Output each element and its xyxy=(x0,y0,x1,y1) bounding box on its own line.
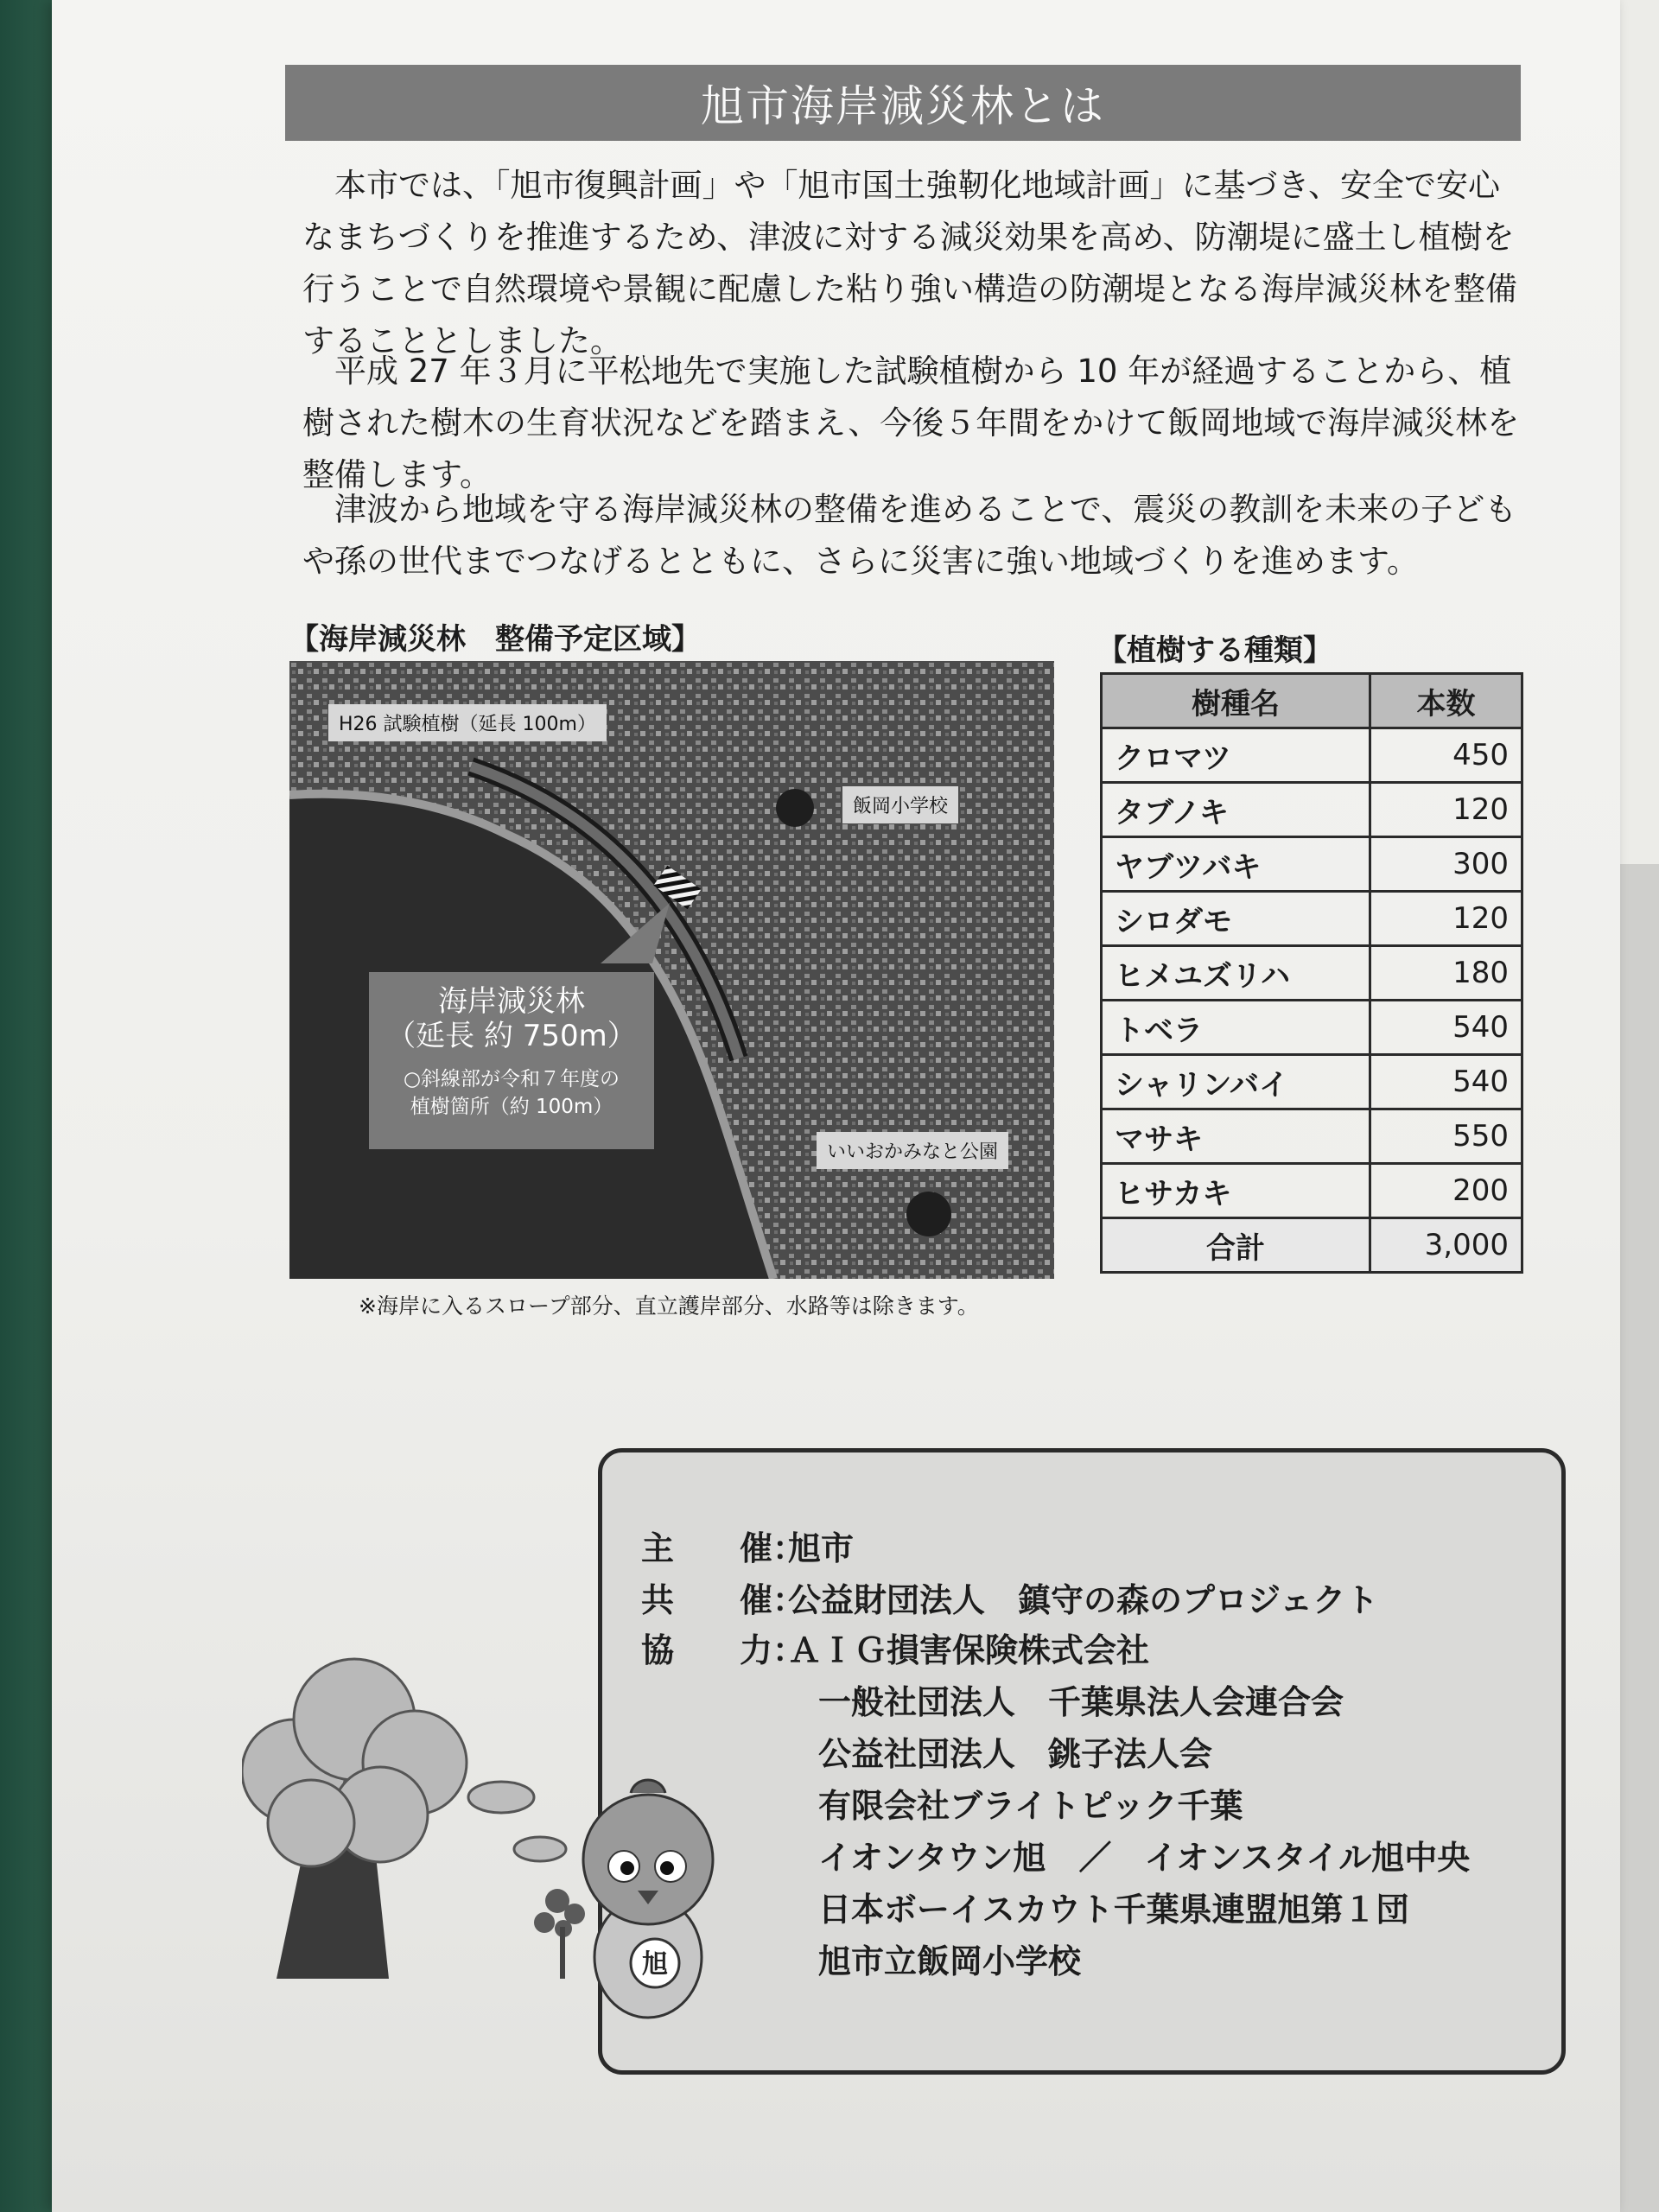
column-header-count: 本数 xyxy=(1370,674,1522,728)
species-name: シロダモ xyxy=(1102,892,1370,946)
column-header-name: 樹種名 xyxy=(1102,674,1370,728)
history-paragraph: 平成 27 年３月に平松地先で実施した試験植樹から 10 年が経過することから、植樹された樹木の生育状況などを踏まえ、今後５年間をかけて飯岡地域で海岸減災林を整備します。 xyxy=(302,353,1520,493)
cooperator-name: 公益社団法人 銚子法人会 xyxy=(818,1735,1213,1773)
species-name: タブノキ xyxy=(1102,783,1370,837)
tree-icon xyxy=(242,1659,467,1979)
table-total-row xyxy=(1102,1218,1522,1273)
species-name: シャリンバイ xyxy=(1102,1055,1370,1109)
cohost-row xyxy=(641,1573,1378,1621)
table-header-row xyxy=(1102,674,1522,728)
cooperator-name: 旭市立飯岡小学校 xyxy=(818,1942,1082,1980)
species-name: トベラ xyxy=(1102,1001,1370,1055)
species-count: 120 xyxy=(1370,783,1522,837)
callout-title-2: （延長 約 750m） xyxy=(386,1019,637,1053)
species-count: 450 xyxy=(1370,728,1522,783)
cohost-role: 共 催： xyxy=(641,1581,806,1619)
species-count: 540 xyxy=(1370,1055,1522,1109)
host-row xyxy=(641,1522,854,1569)
cooperator-name: ＡＩＧ損害保険株式会社 xyxy=(788,1631,1150,1669)
species-name: ヤブツバキ xyxy=(1102,837,1370,892)
total-label: 合計 xyxy=(1102,1218,1370,1273)
tree-table-heading: 【植樹する種類】 xyxy=(1097,633,1332,668)
flyer-page xyxy=(52,0,1620,2212)
species-name: ヒサカキ xyxy=(1102,1164,1370,1218)
map-callout xyxy=(369,972,654,1149)
cooperation-role: 協 力： xyxy=(641,1631,806,1669)
species-count: 540 xyxy=(1370,1001,1522,1055)
purpose-paragraph: 津波から地域を守る海岸減災林の整備を進めることで、震災の教訓を未来の子どもや孫の世代までつなげるとともに、さらに災害に強い地域づくりを進めます。 xyxy=(302,491,1517,580)
intro-paragraph: 本市では、「旭市復興計画」や「旭市国土強靭化地域計画」に基づき、安全で安心なまちづくりを推進するため、津波に対する減災効果を高め、防潮堤に盛土し植樹を行うことで自然環境や景観に配慮した粘り強い構造の防潮堤となる海岸減災林を整備することとしました。 xyxy=(302,167,1517,359)
callout-title-1: 海岸減災林 xyxy=(438,984,585,1019)
map-footnote: ※海岸に入るスロープ部分、直立護岸部分、水路等は除きます。 xyxy=(359,1294,979,1319)
species-name: マサキ xyxy=(1102,1109,1370,1164)
table-row xyxy=(1102,783,1522,837)
cooperator-name: イオンタウン旭 ／ イオンスタイル旭中央 xyxy=(818,1839,1471,1877)
callout-note-2: 植樹箇所（約 100m） xyxy=(410,1096,613,1118)
host-role: 主 催： xyxy=(641,1529,806,1567)
table-row xyxy=(1102,1164,1522,1218)
total-count: 3,000 xyxy=(1370,1218,1522,1273)
species-count: 200 xyxy=(1370,1164,1522,1218)
cohost-name: 公益財団法人 鎮守の森のプロジェクト xyxy=(788,1581,1379,1619)
sapling-icon xyxy=(534,1889,585,1979)
callout-note-1: ○斜線部が令和７年度の xyxy=(403,1068,620,1090)
school-label: 飯岡小学校 xyxy=(842,786,958,823)
tree-and-mascot-illustration xyxy=(242,1616,778,2031)
table-row xyxy=(1102,1055,1522,1109)
species-count: 550 xyxy=(1370,1109,1522,1164)
species-name: クロマツ xyxy=(1102,728,1370,783)
species-count: 300 xyxy=(1370,837,1522,892)
table-row xyxy=(1102,837,1522,892)
page-title: 旭市海岸減災林とは xyxy=(285,65,1521,141)
host-name: 旭市 xyxy=(788,1529,855,1567)
species-count: 180 xyxy=(1370,946,1522,1001)
table-row xyxy=(1102,728,1522,783)
table-row xyxy=(1102,1001,1522,1055)
aerial-map xyxy=(289,661,1054,1279)
cooperator-name: 日本ボーイスカウト千葉県連盟旭第１団 xyxy=(818,1891,1409,1929)
park-label: いいおかみなと公園 xyxy=(817,1132,1008,1169)
mascot-badge-text: 旭 xyxy=(642,1949,668,1980)
cooperator-name: 有限会社ブライトピック千葉 xyxy=(818,1787,1243,1825)
species-name: ヒメユズリハ xyxy=(1102,946,1370,1001)
tree-species-table xyxy=(1100,672,1523,1274)
thought-bubble-icon xyxy=(468,1782,566,1861)
table-row xyxy=(1102,946,1522,1001)
cooperator-name: 一般社団法人 千葉県法人会連合会 xyxy=(818,1683,1344,1721)
table-row xyxy=(1102,1109,1522,1164)
table-row xyxy=(1102,892,1522,946)
map-heading: 【海岸減災林 整備予定区域】 xyxy=(289,622,701,657)
trial-planting-label: H26 試験植樹（延長 100m） xyxy=(328,704,607,741)
aerial-photo-graphic xyxy=(289,661,1054,1279)
mascot-icon xyxy=(534,1780,713,2018)
species-count: 120 xyxy=(1370,892,1522,946)
